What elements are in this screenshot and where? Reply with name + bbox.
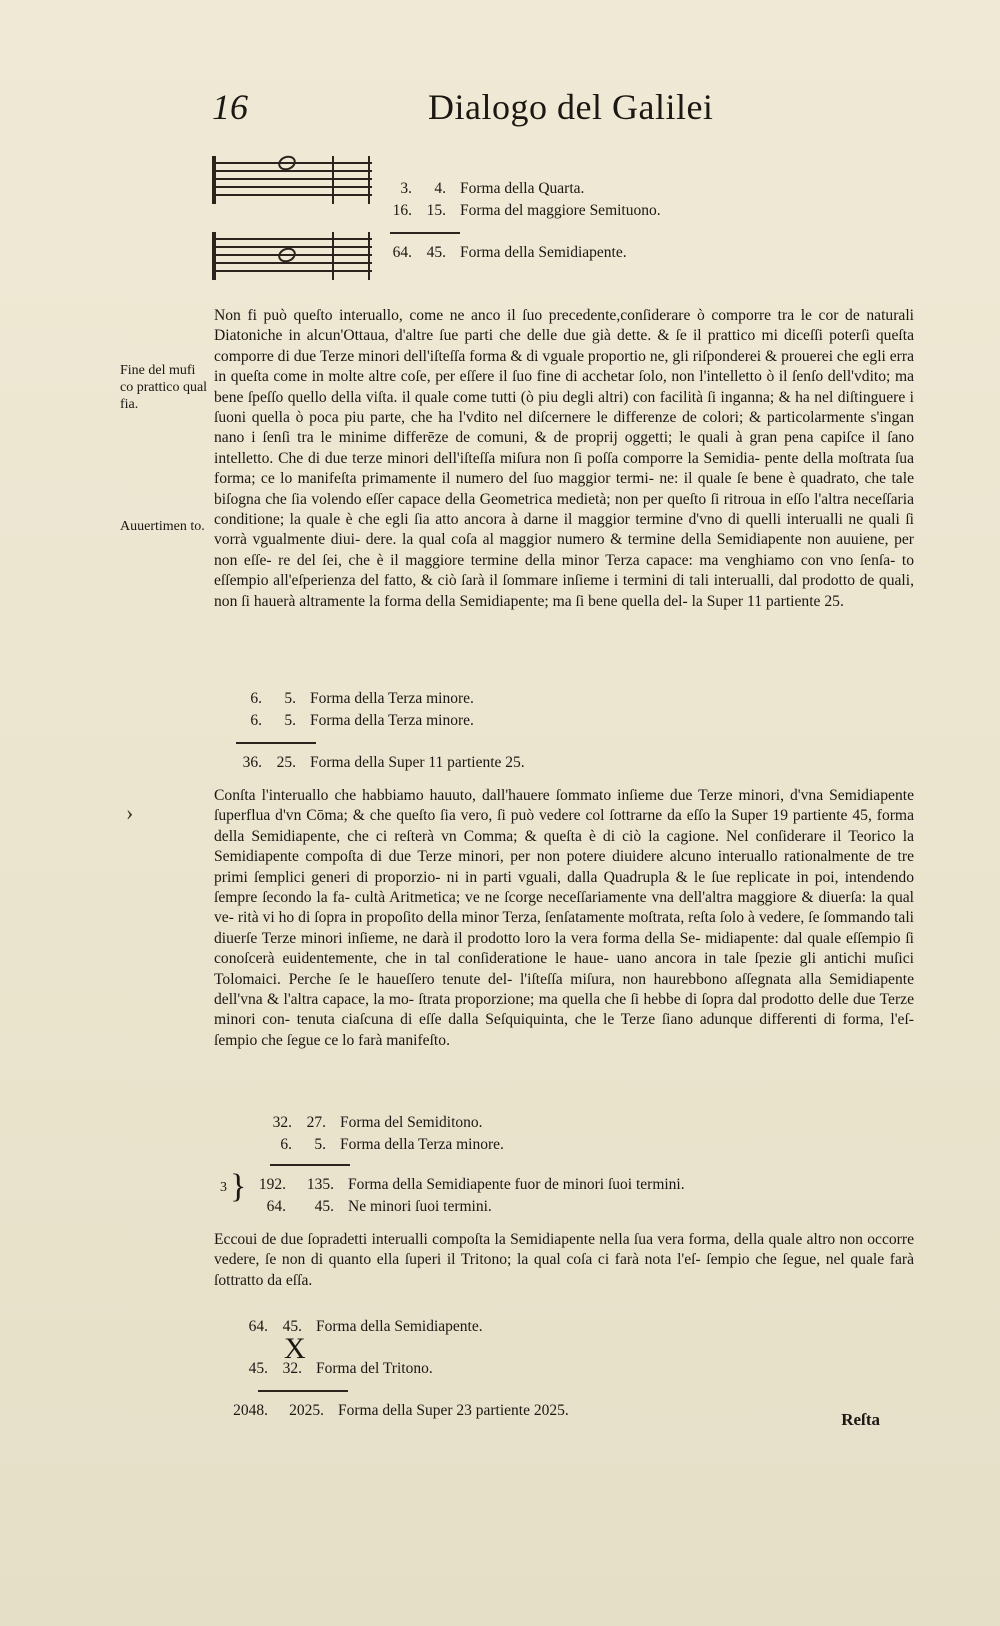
brace-number: 3 bbox=[220, 1180, 227, 1195]
ratio-row: 6. 5. Forma della Terza minore. bbox=[280, 1136, 504, 1153]
x-mark-icon: X bbox=[284, 1332, 306, 1365]
rule-line bbox=[236, 742, 316, 744]
paragraph-3: Eccoui de due ſopradetti interualli compoſta la Semidiapente nella ſua vera forma, della quale altro non occorre vedere, ſe non di quanto ella ſuperi il Tritono; la qual coſa ci farà nota l'eſ- ſempio che ſegue, nel quale farà ſottratto da eſſa. bbox=[214, 1231, 914, 1289]
paragraph-1: Non fi può queſto interuallo, come ne anco il ſuo precedente,conſiderare ò comporre tra le cor de naturali Diatoniche in alcun'Ottaua, d'altre ſue parti che delle due già dette. & ſe il prattico mi diceſſi poterſi queſta comporre di due Terze minori dell'iſteſſa forma & di vguale proportio ne, gli riſponderei & prouerei che egli erra in queſta come in molte altre coſe, per eſſere il ſuo fine di acchetar ſolo, non l'intelletto ò il ſenſo dell'vdito; ma bene ſpeſſo quello della viſta. il quale come tutti (ò piu degli altri) con facilità ſi inganna; & ha nel diſtinguere i ſuoni quella ò poca piu parte, che ha l'vdito nel diſcernere le differenze de colori; & particolarmente s'ingan nano i ſenſi tra le minime differēze de comuni, & de proprij oggetti; le quali à gran pena capiſce il ſano intelletto. Che di due terze minori dell'iſteſſa miſura non ſi poſſa comporre la Semidia- pente della moſtrata ſua forma; ce lo manifeſta primamente il numero del ſuo maggior termi- ne: il quale ſe bene è quadrato, che tale biſogna che ſia volendo eſſer capace della Geometrica medietà; non per queſto ſi ritroua in eſſo l'altra neceſſaria conditione; la quale è che egli ſia atto ancora à darne il maggior termine d'vno di quelli interualli ne quali ſi vorrà vgualmente diui- dere. la qual coſa al maggior numero & termine della Semidiapente non auuiene, per non eſſe- re del ſei, che è il maggiore termine della minor Terza capace: ma venghiamo con vno ſenſa- to eſſempio all'eſperienza del fatto, & ciò ſarà il ſommare inſieme i termini di tali interualli, dal prodotto de quali, non ſi hauerà altramente la forma della Semidiapente; ma ſi bene quella del- la Super 11 partiente 25. bbox=[214, 307, 914, 610]
margin-caret-icon: › bbox=[126, 800, 134, 825]
ratio-row: 16. 15. Forma del maggiore Semituono. bbox=[392, 202, 661, 219]
ratio-row: 6. 5. Forma della Terza minore. bbox=[250, 690, 474, 707]
running-title: Dialogo del Galilei bbox=[428, 87, 714, 127]
ratio-row: 192. 135. Forma della Semidiapente fuor de minori ſuoi termini. bbox=[258, 1176, 685, 1193]
ratio-row: 2048. 2025. Forma della Super 23 partiente 2025. bbox=[233, 1402, 569, 1419]
brace-icon: } bbox=[230, 1168, 247, 1205]
ratio-row: 32. 27. Forma del Semiditono. bbox=[272, 1114, 483, 1131]
ratio-row: 36. 25. Forma della Super 11 partiente 25. bbox=[242, 754, 525, 771]
catchword: Reſta bbox=[841, 1410, 880, 1429]
ratio-row: 64. 45. Forma della Semidiapente. bbox=[248, 1318, 483, 1335]
paragraph-2: Conſta l'interuallo che habbiamo hauuto, dall'hauere ſommato inſieme due Terze minori, d'vna Semidiapente ſuperflua d'vn Cōma; & che queſto ſia vero, ſi può vedere col ſottrarne da eſſo la Super 19 partiente 45, forma della Semidiapente, che ci reſterà vn Comma; & queſta è di ciò la cagione. Nel conſiderare il Teorico la Semidiapente compoſta di due Terze minori, per non potere diuidere alcuno interuallo rationalmente de tre primi ſemplici generi di proporzio- ni in parti vguali, dalla Quadrupla & le ſue replicate in poi, intendendo ſempre ſecondo la fa- cultà Aritmetica; ve ne ſcorge neceſſariamente vna dell'altra maggiore & diuerſa: la qual ve- rità vi ho di ſopra in propoſito della minor Terza, ſenſatamente moſtrata, reſta ſolo à vedere, ſe ſommando tali diuerſe Terze minori inſieme, ne darà il prodotto loro la vera forma della Se- midiapente: dal quale eſſempio ſi conoſcerà euidentemente, che in tal conſideratione le haue- uano ancora in tale ſpezie gli antichi muſici Tolomaici. Perche ſe le haueſſero tenute del- l'iſteſſa miſura, non haurebbono aſſegnata alla Semidiapente dell'vna & l'altra capace, la mo- ſtrata proporzione; ma quella che ſi hebbe di ſopra dal prodotto delle due Terze minori con- tenuta ciaſcuna di eſſe dalla Seſquiquinta, che le Terze ſiano adunque differenti di forma, l'eſ- ſempio che ſegue ce lo farà manifeſto. bbox=[214, 787, 914, 1049]
rule-line bbox=[258, 1390, 348, 1392]
music-staff-top bbox=[212, 156, 372, 204]
ratio-row: 3. 4. Forma della Quarta. bbox=[400, 180, 585, 197]
margin-note-auuertimento: Auuertimen to. bbox=[120, 519, 205, 534]
margin-note-fine: Fine del mufi co prattico qual fia. bbox=[120, 363, 208, 412]
page-number: 16 bbox=[212, 87, 248, 127]
ratio-row: 64. 45. Ne minori ſuoi termini. bbox=[266, 1198, 492, 1215]
rule-line bbox=[270, 1164, 350, 1166]
rule-line bbox=[390, 232, 460, 234]
ratio-row: 45. 32. Forma del Tritono. bbox=[248, 1360, 433, 1377]
music-staff-bottom bbox=[212, 232, 372, 280]
ratio-row: 64. 45. Forma della Semidiapente. bbox=[392, 244, 627, 261]
ratio-row: 6. 5. Forma della Terza minore. bbox=[250, 712, 474, 729]
